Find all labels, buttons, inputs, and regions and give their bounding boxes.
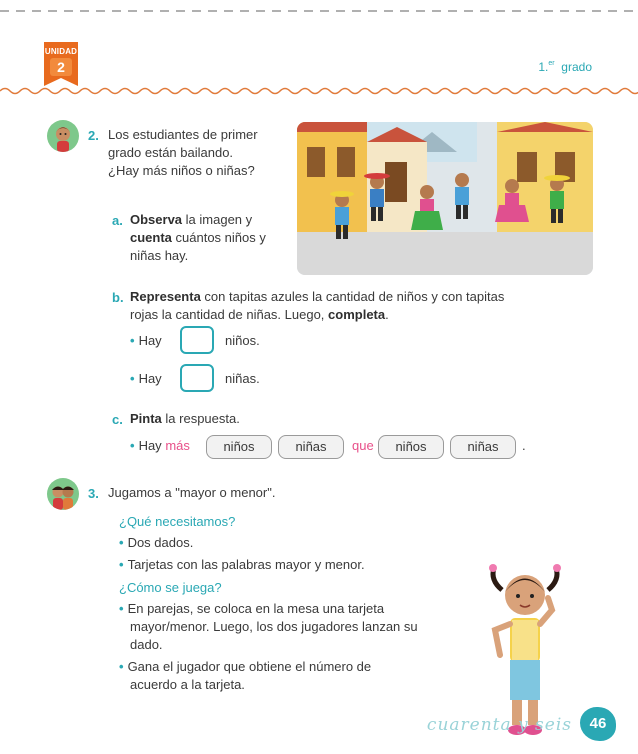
item-b-row-girls-suffix: niñas. bbox=[225, 371, 260, 386]
girl-thinking-illustration bbox=[480, 560, 570, 740]
header-wave-divider bbox=[0, 86, 638, 96]
dancing-children-illustration bbox=[297, 122, 593, 275]
what-we-need-heading: ¿Qué necesitamos? bbox=[119, 514, 236, 529]
play-rule-1-line-1: • En parejas, se coloca en la mesa una tarjeta bbox=[119, 601, 385, 616]
item-a-letter: a. bbox=[112, 213, 123, 228]
grade-label: 1.$^{er}$ grado bbox=[538, 60, 592, 74]
item-c-letter: c. bbox=[112, 412, 123, 427]
question-3-number: 3. bbox=[88, 486, 99, 501]
item-a-line-1: Observa la imagen y bbox=[130, 212, 253, 227]
students-pair-avatar-icon bbox=[47, 478, 79, 510]
answer-chip-ninos-1[interactable]: niños bbox=[206, 435, 272, 459]
page-number-badge: 46 bbox=[580, 707, 616, 741]
item-b-line-1: Representa con tapitas azules la cantidad de niños y con tapitas bbox=[130, 289, 505, 304]
student-avatar-icon bbox=[47, 120, 79, 152]
unit-badge bbox=[44, 42, 78, 92]
item-c-end-period: . bbox=[522, 438, 526, 453]
answer-chip-ninas-1[interactable]: niñas bbox=[278, 435, 344, 459]
item-b-row-boys-label: • Hay bbox=[130, 333, 162, 348]
play-rule-1-line-2: mayor/menor. Luego, los dos jugadores lanzan su bbox=[130, 619, 418, 634]
girls-count-answer-box[interactable] bbox=[180, 364, 214, 392]
question-2-line-3: ¿Hay más niños o niñas? bbox=[108, 163, 255, 178]
page-number-words: cuarenta y seis bbox=[426, 715, 572, 735]
item-b-letter: b. bbox=[112, 290, 124, 305]
question-2-line-2: grado están bailando. bbox=[108, 145, 234, 160]
need-item-2: • Tarjetas con las palabras mayor y menor. bbox=[119, 557, 365, 572]
how-to-play-heading: ¿Cómo se juega? bbox=[119, 580, 222, 595]
item-b-row-boys-suffix: niños. bbox=[225, 333, 260, 348]
unit-number: 2 bbox=[57, 59, 65, 75]
que-connector: que bbox=[352, 438, 374, 453]
question-3-title: Jugamos a "mayor o menor". bbox=[108, 485, 276, 500]
item-a-line-3: niñas hay. bbox=[130, 248, 189, 263]
item-b-row-girls-label: • Hay bbox=[130, 371, 162, 386]
top-dashed-line bbox=[0, 10, 638, 12]
answer-chip-ninos-2[interactable]: niños bbox=[378, 435, 444, 459]
boys-count-answer-box[interactable] bbox=[180, 326, 214, 354]
item-b-line-2: rojas la cantidad de niñas. Luego, completa. bbox=[130, 307, 389, 322]
need-item-1: • Dos dados. bbox=[119, 535, 194, 550]
item-a-line-2: cuenta cuántos niños y bbox=[130, 230, 266, 245]
question-2-number: 2. bbox=[88, 128, 99, 143]
item-c-line-1: Pinta la respuesta. bbox=[130, 411, 240, 426]
item-c-answer-prefix: • Hay más bbox=[130, 438, 190, 453]
answer-chip-ninas-2[interactable]: niñas bbox=[450, 435, 516, 459]
question-2-line-1: Los estudiantes de primer bbox=[108, 127, 258, 142]
unit-label: UNIDAD bbox=[44, 47, 78, 56]
play-rule-2-line-2: acuerdo a la tarjeta. bbox=[130, 677, 245, 692]
play-rule-2-line-1: • Gana el jugador que obtiene el número de bbox=[119, 659, 372, 674]
play-rule-1-line-3: dado. bbox=[130, 637, 163, 652]
